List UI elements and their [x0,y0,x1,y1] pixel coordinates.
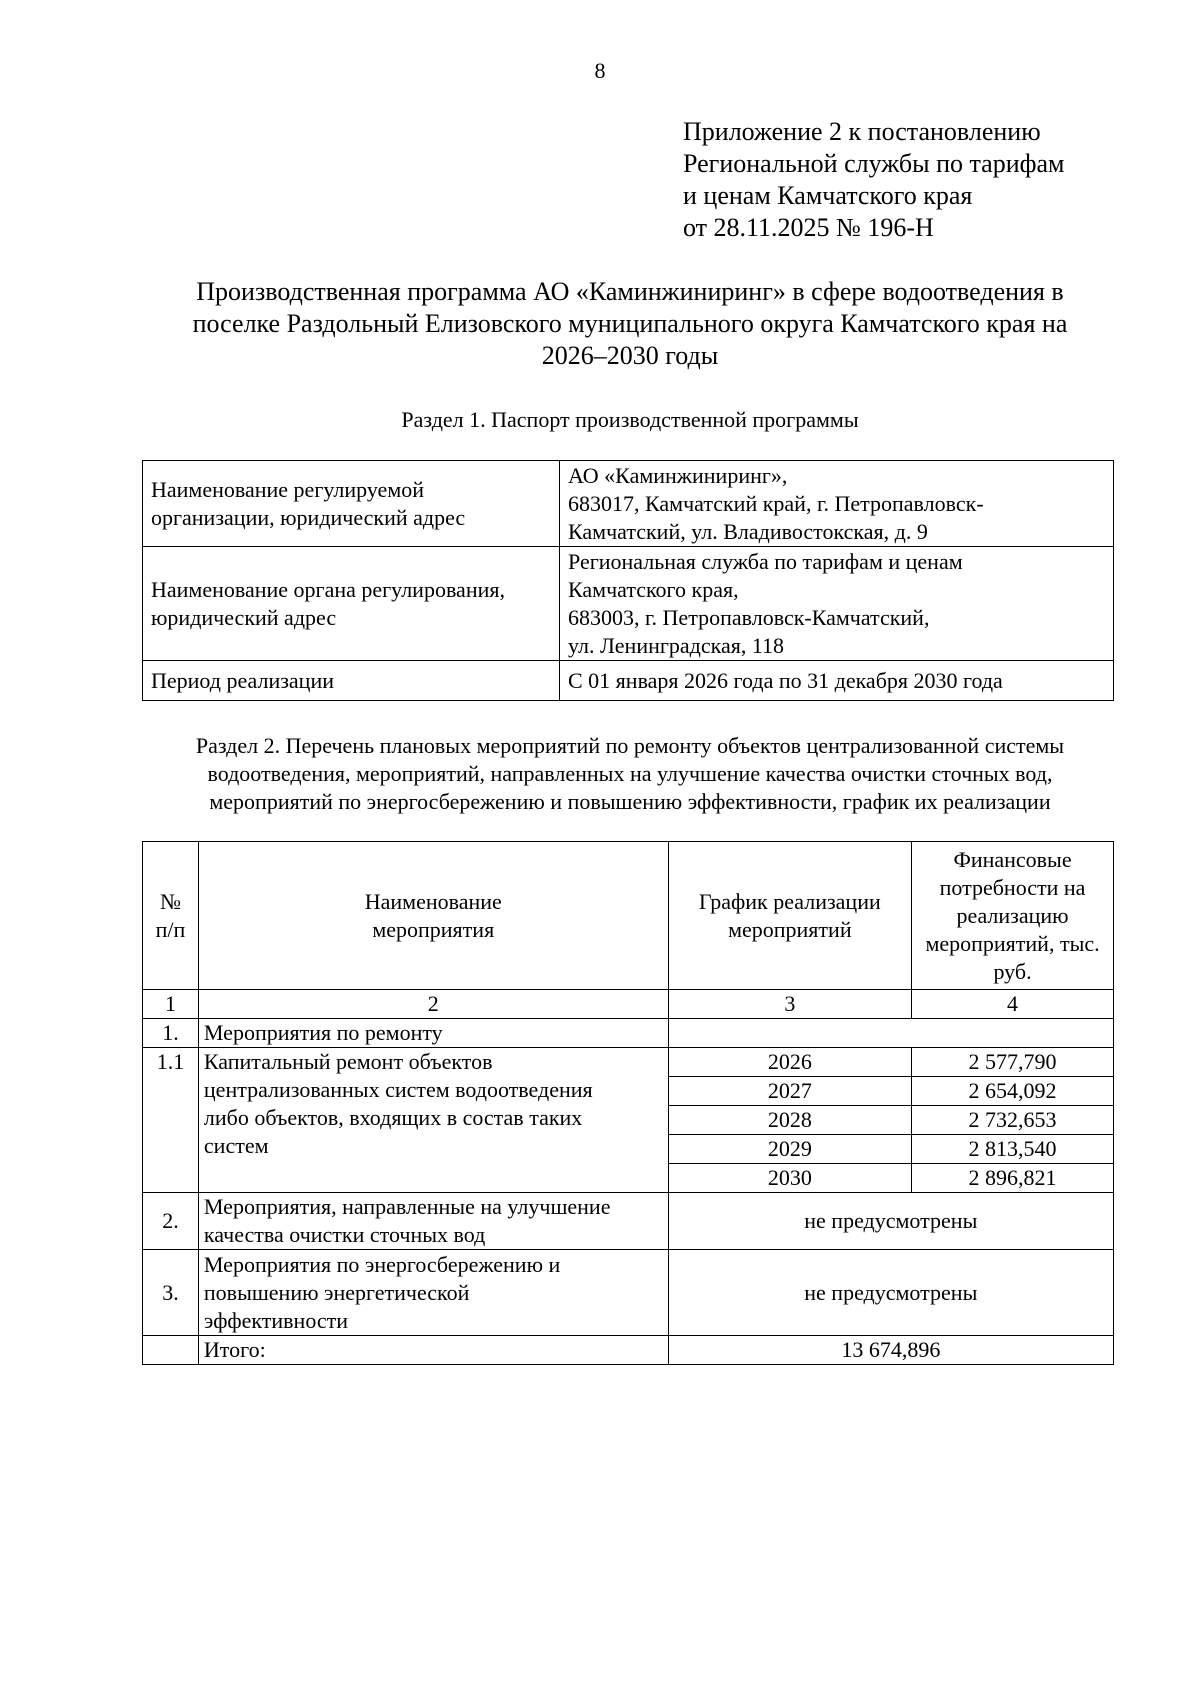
name-line: Капитальный ремонт объектов [203,1049,493,1074]
total-row [143,1336,1114,1365]
total-label: Итого: [198,1336,668,1365]
passport-value [560,547,1114,661]
section1-title: Раздел 1. Паспорт производственной программы [401,407,859,432]
schedule-year: 2028 [668,1106,911,1135]
finance-amount: 2 896,821 [912,1164,1114,1193]
status-cell: не предусмотрены [668,1250,1113,1336]
column-number-row [143,990,1114,1019]
header-num [143,842,199,990]
column-number: 3 [668,990,911,1019]
row-number: 1.1 [143,1048,199,1193]
page-number: 8 [594,58,606,83]
header-line: мероприятий [728,916,852,942]
header-line: реализацию [956,902,1069,928]
header-schedule [668,842,911,990]
total-value: 13 674,896 [668,1336,1113,1365]
label-line: Наименование органа регулирования, [151,576,505,602]
measure-name [198,1048,668,1193]
row-number: 2. [143,1193,199,1250]
passport-row [143,547,1114,661]
header-line: Наименование [364,888,502,914]
schedule-year: 2030 [668,1164,911,1193]
label-line: Период реализации [151,667,335,693]
schedule-year: 2026 [668,1048,911,1077]
table-row [143,1048,1114,1077]
row-number: 1. [143,1019,199,1048]
passport-label [143,461,560,547]
header-line: руб. [993,958,1032,984]
label-line: Наименование регулируемой [151,476,425,502]
finance-amount: 2 577,790 [912,1048,1114,1077]
document-title [130,276,1130,372]
schedule-year: 2027 [668,1077,911,1106]
column-number: 4 [912,990,1114,1019]
header-finance [912,842,1114,990]
passport-label [143,547,560,661]
schedule-year: 2029 [668,1135,911,1164]
label-line: организации, юридический адрес [151,504,466,530]
measure-name: Мероприятия по ремонту [198,1019,668,1048]
section2-title-line: водоотведения, мероприятий, направленных на улучшение качества очистки сточных вод, [207,761,1053,786]
appendix-line: и ценам Камчатского края [683,181,973,210]
passport-row [143,661,1114,701]
header-line: График реализации [698,888,881,914]
name-line: повышению энергетической [203,1279,470,1305]
measures-table [142,841,1114,1365]
table-header-row [143,842,1114,990]
value-line: Камчатского края, [568,576,739,602]
row-number: 3. [143,1250,199,1336]
label-line: юридический адрес [151,604,337,630]
group-row [143,1019,1114,1048]
header-line: Финансовые [953,846,1072,872]
finance-amount: 2 654,092 [912,1077,1114,1106]
group-row [143,1250,1114,1336]
passport-value [560,661,1114,701]
header-line: № [159,888,181,914]
name-line: систем [203,1133,269,1158]
appendix-header [683,116,1064,244]
name-line: либо объектов, входящих в состав таких [203,1105,583,1130]
value-line: ул. Ленинградская, 118 [568,632,785,658]
finance-amount: 2 813,540 [912,1135,1114,1164]
empty-cell [668,1019,1113,1048]
name-line: эффективности [203,1307,349,1333]
empty-cell [143,1336,199,1365]
value-line: Региональная служба по тарифам и ценам [568,548,963,574]
section2-title-line: мероприятий по энергосбережению и повышению эффективности, график их реализации [209,789,1051,814]
value-line: 683003, г. Петропавловск-Камчатский, [568,604,930,630]
name-line: Мероприятия по энергосбережению и [203,1251,561,1277]
passport-value [560,461,1114,547]
header-line: потребности на [939,874,1086,900]
header-line: мероприятия [372,916,495,942]
value-line: АО «Каминжиниринг», [568,462,788,488]
value-line: Камчатский, ул. Владивостокская, д. 9 [568,518,928,544]
title-line: поселке Раздольный Елизовского муниципального округа Камчатского края на [192,309,1068,338]
group-row [143,1193,1114,1250]
value-line: С 01 января 2026 года по 31 декабря 2030 года [568,667,1003,693]
section2-title [130,732,1130,816]
name-line: Мероприятия, направленные на улучшение [203,1194,611,1219]
passport-table [142,460,1114,701]
header-name [198,842,668,990]
header-line: мероприятий, тыс. [925,930,1100,956]
title-line: 2026–2030 годы [541,341,719,370]
header-line: п/п [155,916,186,942]
value-line: 683017, Камчатский край, г. Петропавловск- [568,490,984,516]
status-cell: не предусмотрены [668,1193,1113,1250]
passport-row [143,461,1114,547]
appendix-line: от 28.11.2025 № 196-Н [683,213,934,242]
name-line: качества очистки сточных вод [203,1222,486,1247]
finance-amount: 2 732,653 [912,1106,1114,1135]
name-line: централизованных систем водоотведения [203,1077,593,1102]
column-number: 1 [143,990,199,1019]
section2-title-line: Раздел 2. Перечень плановых мероприятий по ремонту объектов централизованной системы [195,733,1065,758]
title-line: Производственная программа АО «Каминжиниринг» в сфере водоотведения в [196,277,1064,306]
appendix-line: Региональной службы по тарифам [683,149,1065,178]
passport-label [143,661,560,701]
measure-name [198,1250,668,1336]
column-number: 2 [198,990,668,1019]
appendix-line: Приложение 2 к постановлению [683,117,1041,146]
measure-name [198,1193,668,1250]
